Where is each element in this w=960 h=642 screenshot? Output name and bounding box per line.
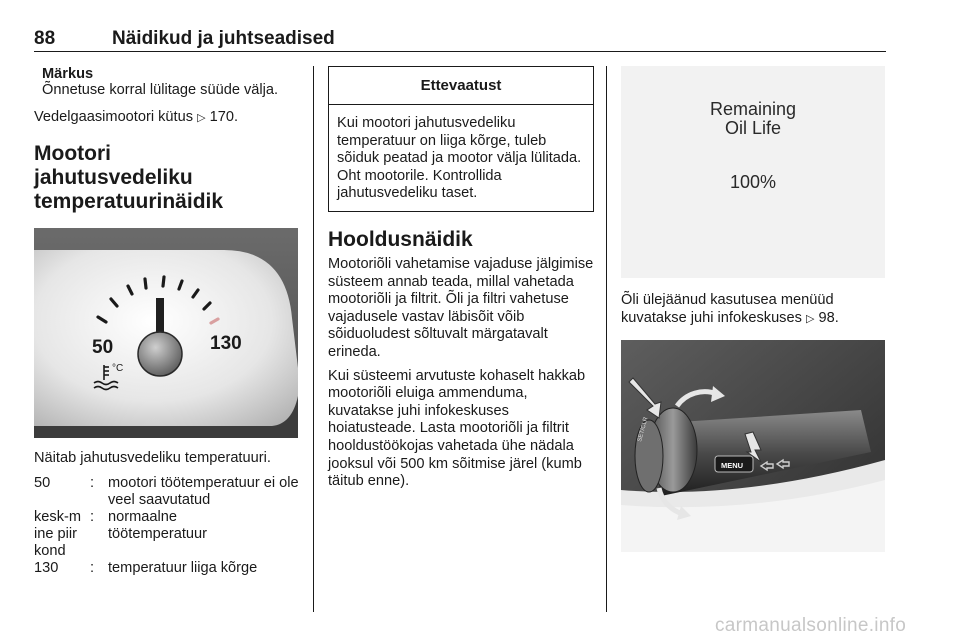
column-divider-2 xyxy=(606,66,607,612)
column-middle xyxy=(328,66,594,491)
stalk-menu-label: MENU xyxy=(721,461,744,471)
legend-colon: : xyxy=(90,560,95,577)
page-number: 88 xyxy=(34,28,56,49)
gauge-caption: Näitab jahutusvedeliku temperatuuri. xyxy=(34,449,271,466)
cng-fuel-text: Vedelgaasimootori kütus xyxy=(34,109,194,125)
caution-box xyxy=(328,66,594,212)
column-divider-1 xyxy=(313,66,314,612)
legend-row-middle xyxy=(34,509,300,560)
legend-row-130 xyxy=(34,560,300,577)
column-right xyxy=(621,66,887,552)
note-label: Märkus xyxy=(42,66,94,82)
stalk-set-clr-label: SET/CLR xyxy=(637,416,650,443)
legend-colon: : xyxy=(90,509,95,526)
chapter-title: Näidikud ja juhtseadised xyxy=(112,28,335,49)
coolant-gauge-image xyxy=(34,228,298,438)
section-heading-service: Hooldusnäidik xyxy=(328,227,473,251)
cng-fuel-page-ref[interactable]: 170. xyxy=(209,109,239,125)
legend-row-50 xyxy=(34,475,300,509)
gauge-legend-table xyxy=(34,475,300,577)
service-paragraph-2: Kui süsteemi arvutuste kohaselt hakkab mootoriõli eluiga ammenduma, kuvatakse juhi infokeskuses hoiatusteade. Lasta mootoriõli ja filtrit hooldustöökojas vahetada ühe nädala jooksul või 500 km sõitmise järel (kumb täitub enne). xyxy=(328,367,586,490)
legend-key: 130 xyxy=(34,560,59,577)
legend-key: 50 xyxy=(34,475,51,492)
cng-fuel-line xyxy=(34,109,300,128)
gauge-label-130: 130 xyxy=(210,332,242,354)
oil-life-display-value: 100% xyxy=(729,172,777,192)
column-left xyxy=(34,66,300,577)
legend-colon: : xyxy=(90,475,95,492)
display-line-oil-life: Oil Life xyxy=(724,118,782,138)
gauge-needle-hub xyxy=(138,332,182,376)
legend-key xyxy=(34,509,90,560)
turn-signal-stalk-image xyxy=(621,340,885,552)
info-center-page-ref[interactable]: 98. xyxy=(818,309,839,326)
legend-key-text: kesk-mine piirkond xyxy=(34,509,82,560)
caution-text: Kui mootori jahutusvedeliku temperatuur on liiga kõrge, tuleb sõiduk peatad ja mootor välja lülitada. Oht mootorile. Kontrollida jahutusvedeliku taset. xyxy=(337,115,582,202)
gauge-unit: °C xyxy=(112,362,124,374)
legend-value: temperatuur liiga kõrge xyxy=(108,560,258,577)
section-heading-coolant: Mootori jahutusvedeliku temperatuurinäidik xyxy=(34,141,224,213)
legend-value: mootori töötemperatuur ei ole veel saavutatud xyxy=(108,475,299,509)
watermark: carmanualsonline.info xyxy=(715,615,907,636)
caution-title: Ettevaatust xyxy=(329,67,593,105)
ref-arrow-icon: ▷ xyxy=(805,312,815,325)
oil-life-display-title xyxy=(621,100,885,138)
page-header xyxy=(34,26,886,52)
turn-signal-stalk-illustration xyxy=(621,340,885,552)
oil-life-menu-text xyxy=(621,292,887,328)
display-line-remaining: Remaining xyxy=(709,99,797,119)
oil-life-display-image xyxy=(621,66,885,278)
coolant-gauge-illustration xyxy=(34,228,298,438)
service-paragraph-1: Mootoriõli vahetamise vajaduse jälgimise süsteem annab teada, millal vahetada mootoriõli ja filtrit. Õli ja filtri vahetuse vajadusele vastav läbisõit võib sõiduoludest sõltuvalt märgatavalt erineda. xyxy=(328,255,594,360)
gauge-label-50: 50 xyxy=(92,336,114,358)
oil-life-menu-sentence: Õli ülejäänud kasutusea menüüd kuvatakse juhi infokeskuses xyxy=(621,292,834,326)
legend-value: normaalne töötemperatuur xyxy=(108,509,207,543)
note-text: Õnnetuse korral lülitage süüde välja. xyxy=(42,82,279,98)
ref-arrow-icon: ▷ xyxy=(197,112,206,124)
